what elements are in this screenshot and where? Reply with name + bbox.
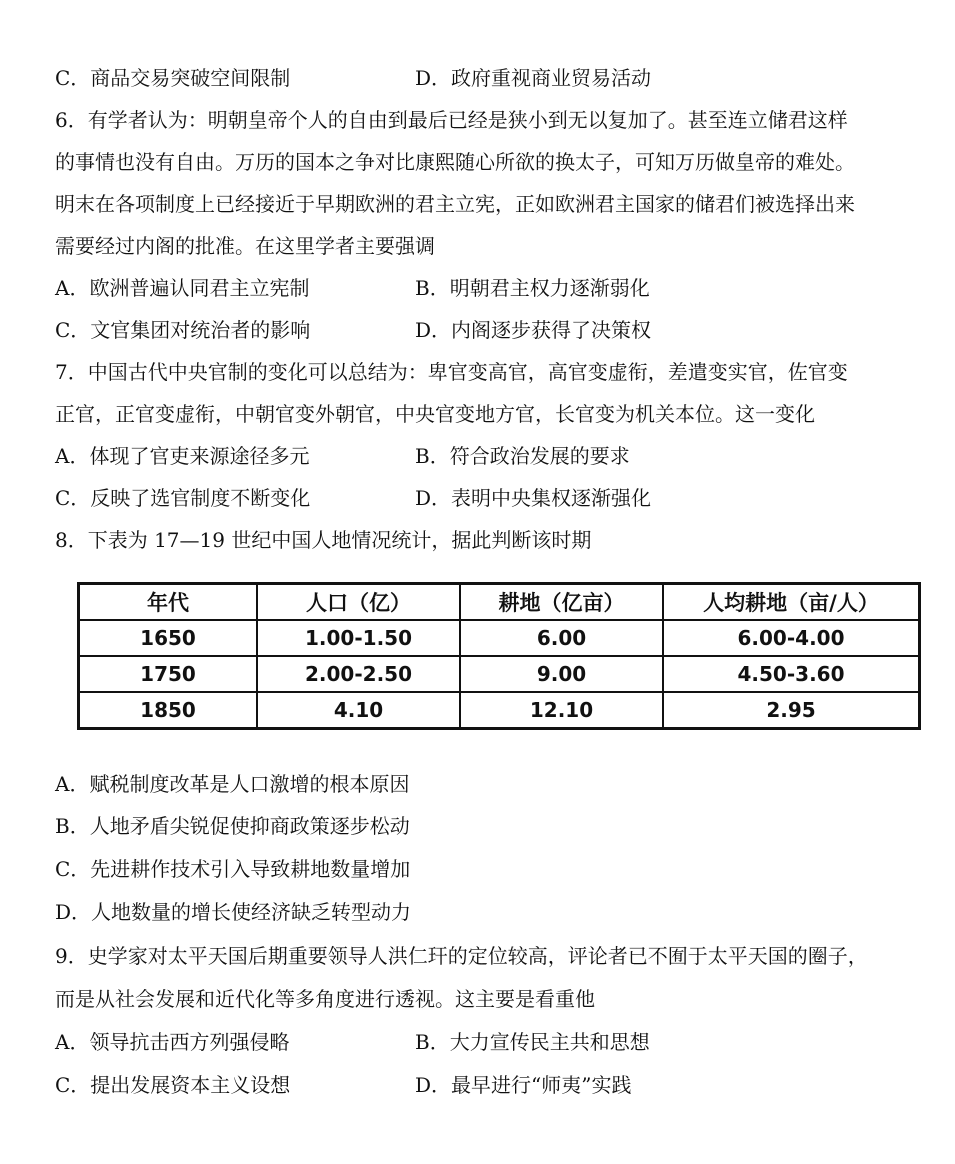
table-cell: 12.10: [460, 692, 663, 729]
q7-option-b: B．符合政治发展的要求: [415, 444, 630, 468]
q8-stem: 8．下表为 17—19 世纪中国人地情况统计，据此判断该时期: [55, 528, 592, 552]
table-cell: 1.00-1.50: [257, 620, 460, 656]
q7-stem-line-1: 7．中国古代中央官制的变化可以总结为：卑官变高官，高官变虚衔，差遣变实官，佐官变: [55, 360, 848, 384]
q8-option-c: C．先进耕作技术引入导致耕地数量增加: [55, 857, 411, 881]
table-cell: 6.00-4.00: [663, 620, 920, 656]
q9-option-b: B．大力宣传民主共和思想: [415, 1030, 650, 1054]
q8-option-b: B．人地矛盾尖锐促使抑商政策逐步松动: [55, 814, 410, 838]
q9-option-a: A．领导抗击西方列强侵略: [55, 1030, 290, 1054]
table-cell: 1850: [79, 692, 258, 729]
table-header-population: 人口（亿）: [257, 584, 460, 621]
table-header-farmland: 耕地（亿亩）: [460, 584, 663, 621]
q8-option-d: D．人地数量的增长使经济缺乏转型动力: [55, 900, 412, 924]
table-header-row: [79, 584, 920, 621]
q9-option-d: D．最早进行“师夷”实践: [415, 1073, 632, 1097]
q6-option-a: A．欧洲普遍认同君主立宪制: [55, 276, 310, 300]
table-cell: 4.10: [257, 692, 460, 729]
table-cell: 2.00-2.50: [257, 656, 460, 692]
population-land-table: [77, 582, 921, 730]
table-header-per-capita: 人均耕地（亩/人）: [663, 584, 920, 621]
table-header-year: 年代: [79, 584, 258, 621]
q7-stem-line-2: 正官，正官变虚衔，中朝官变外朝官，中央官变地方官，长官变为机关本位。这一变化: [55, 402, 815, 426]
q6-stem-line-3: 明末在各项制度上已经接近于早期欧洲的君主立宪，正如欧洲君主国家的储君们被选择出来: [55, 192, 855, 216]
table-row: [79, 620, 920, 656]
q7-option-a: A．体现了官吏来源途径多元: [55, 444, 310, 468]
q9-stem-line-1: 9．史学家对太平天国后期重要领导人洪仁玕的定位较高，评论者已不囿于太平天国的圈子，: [55, 944, 868, 968]
table-row: [79, 656, 920, 692]
q6-stem-line-2: 的事情也没有自由。万历的国本之争对比康熙随心所欲的换太子，可知万历做皇帝的难处。: [55, 150, 855, 174]
table-cell: 1750: [79, 656, 258, 692]
table-cell: 6.00: [460, 620, 663, 656]
q8-option-a: A．赋税制度改革是人口激增的根本原因: [55, 772, 410, 796]
q7-option-c: C．反映了选官制度不断变化: [55, 486, 311, 510]
q9-stem-line-2: 而是从社会发展和近代化等多角度进行透视。这主要是看重他: [55, 987, 595, 1011]
table-cell: 1650: [79, 620, 258, 656]
table-cell: 4.50-3.60: [663, 656, 920, 692]
q6-option-b: B．明朝君主权力逐渐弱化: [415, 276, 650, 300]
q6-stem-line-4: 需要经过内阁的批准。在这里学者主要强调: [55, 234, 435, 258]
table-cell: 2.95: [663, 692, 920, 729]
table-cell: 9.00: [460, 656, 663, 692]
q7-option-d: D．表明中央集权逐渐强化: [415, 486, 652, 510]
q6-stem-line-1: 6．有学者认为：明朝皇帝个人的自由到最后已经是狭小到无以复加了。甚至连立储君这样: [55, 108, 848, 132]
q5-option-c: C．商品交易突破空间限制: [55, 66, 291, 90]
q5-option-d: D．政府重视商业贸易活动: [415, 66, 652, 90]
q6-option-d: D．内阁逐步获得了决策权: [415, 318, 652, 342]
q9-option-c: C．提出发展资本主义设想: [55, 1073, 291, 1097]
table-row: [79, 692, 920, 729]
q6-option-c: C．文官集团对统治者的影响: [55, 318, 311, 342]
